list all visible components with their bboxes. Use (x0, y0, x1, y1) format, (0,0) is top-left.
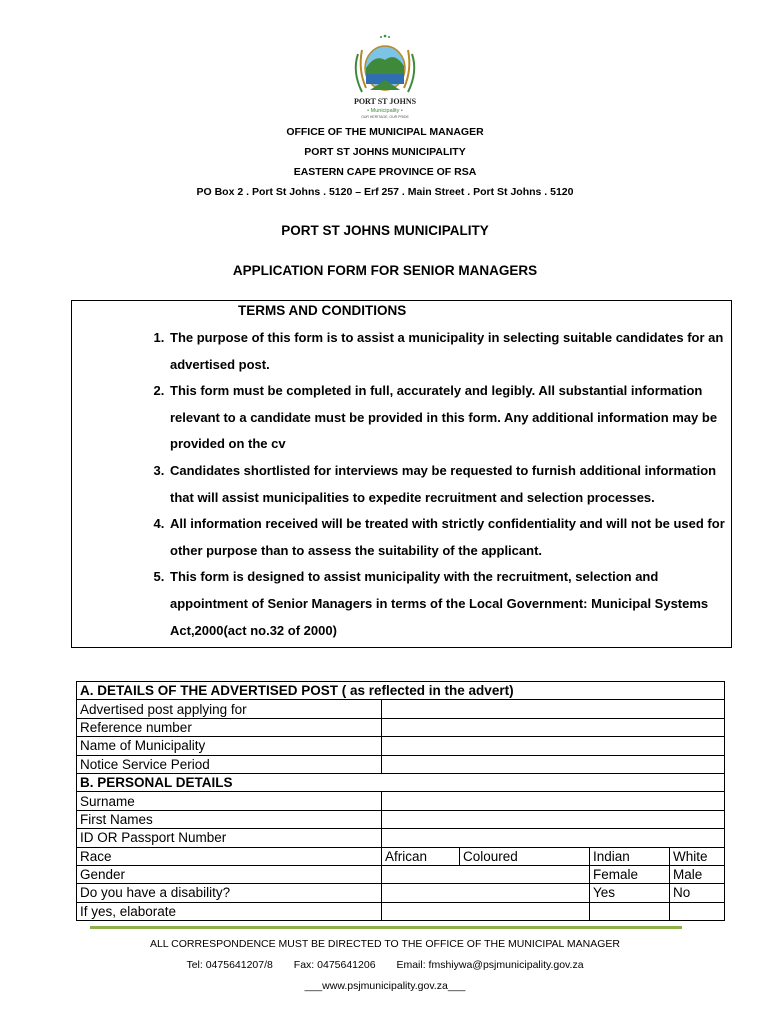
terms-item: 2. This form must be completed in full, accurately and legibly. All substantial information relevant to a candidate must be provided in this form. Any additional information may be provided on the cv (168, 378, 728, 458)
post-applying-input[interactable] (382, 700, 725, 718)
gender-option-female[interactable]: Female (590, 865, 670, 883)
elaborate-blank-cell (670, 902, 725, 920)
section-a-heading: A. DETAILS OF THE ADVERTISED POST ( as reflected in the advert) (77, 682, 725, 700)
logo-sub: • Municipality • (367, 108, 403, 114)
terms-item: 1. The purpose of this form is to assist a municipality in selecting suitable candidates for an advertised post. (168, 325, 728, 378)
elaborate-blank-cell (590, 902, 670, 920)
disability-option-yes[interactable]: Yes (590, 884, 670, 902)
race-option-coloured[interactable]: Coloured (460, 847, 590, 865)
field-label: Notice Service Period (77, 755, 382, 773)
terms-heading: TERMS AND CONDITIONS (238, 303, 407, 318)
reference-number-input[interactable] (382, 718, 725, 736)
race-option-indian[interactable]: Indian (590, 847, 670, 865)
table-row (77, 865, 725, 883)
header-address: PO Box 2 . Port St Johns . 5120 – Erf 257 . Main Street . Port St Johns . 5120 (196, 186, 574, 198)
footer-notice: ALL CORRESPONDENCE MUST BE DIRECTED TO THE OFFICE OF THE MUNICIPAL MANAGER (149, 938, 621, 950)
gender-blank-cell (382, 865, 590, 883)
table-row (77, 810, 725, 828)
header-line-1: OFFICE OF THE MUNICIPAL MANAGER (286, 126, 484, 138)
details-table (76, 681, 725, 921)
page-title: PORT ST JOHNS MUNICIPALITY (281, 223, 489, 238)
table-row (77, 737, 725, 755)
header-line-2: PORT ST JOHNS MUNICIPALITY (304, 146, 466, 158)
notice-period-input[interactable] (382, 755, 725, 773)
logo-motto: OUR HERITAGE, OUR PRIDE (361, 115, 409, 119)
footer-website[interactable]: ___www.psjmunicipality.gov.za___ (304, 980, 466, 992)
header-line-3: EASTERN CAPE PROVINCE OF RSA (293, 166, 477, 178)
field-label: Reference number (77, 718, 382, 736)
field-label: Name of Municipality (77, 737, 382, 755)
footer-fax: Fax: 0475641206 (293, 959, 376, 971)
table-row (77, 682, 725, 700)
table-row (77, 792, 725, 810)
table-row (77, 884, 725, 902)
first-names-input[interactable] (382, 810, 725, 828)
table-row (77, 773, 725, 791)
gender-option-male[interactable]: Male (670, 865, 725, 883)
terms-item: 4. All information received will be treated with strictly confidentiality and will not be used for other purpose than to assess the suitability of the applicant. (168, 511, 728, 564)
elaborate-input[interactable] (382, 902, 590, 920)
disability-blank-cell (382, 884, 590, 902)
table-row (77, 902, 725, 920)
terms-item: 5. This form is designed to assist municipality with the recruitment, selection and appointment of Senior Managers in terms of the Local Government: Municipal Systems Act,2000(act no.32 of 2000) (168, 564, 728, 644)
table-row (77, 829, 725, 847)
footer-contacts (0, 959, 770, 971)
field-label: Advertised post applying for (77, 700, 382, 718)
field-label: ID OR Passport Number (77, 829, 382, 847)
field-label: Do you have a disability? (77, 884, 382, 902)
section-b-heading: B. PERSONAL DETAILS (77, 773, 725, 791)
disability-option-no[interactable]: No (670, 884, 725, 902)
surname-input[interactable] (382, 792, 725, 810)
field-label: Gender (77, 865, 382, 883)
id-number-input[interactable] (382, 829, 725, 847)
table-row (77, 755, 725, 773)
field-label: If yes, elaborate (77, 902, 382, 920)
race-option-african[interactable]: African (382, 847, 460, 865)
form-title: APPLICATION FORM FOR SENIOR MANAGERS (232, 263, 538, 278)
field-label: Race (77, 847, 382, 865)
municipality-name-input[interactable] (382, 737, 725, 755)
municipality-logo (340, 30, 430, 122)
footer-email[interactable]: Email: fmshiywa@psjmunicipality.gov.za (396, 959, 584, 971)
table-row (77, 718, 725, 736)
race-option-white[interactable]: White (670, 847, 725, 865)
field-label: First Names (77, 810, 382, 828)
field-label: Surname (77, 792, 382, 810)
terms-list (72, 325, 728, 644)
table-row (77, 700, 725, 718)
terms-box (71, 300, 732, 648)
table-row (77, 847, 725, 865)
terms-item: 3. Candidates shortlisted for interviews may be requested to furnish additional information that will assist municipalities to expedite recruitment and selection processes. (168, 458, 728, 511)
footer-divider (90, 926, 682, 929)
logo-name: PORT ST JOHNS (353, 97, 417, 106)
footer-tel: Tel: 0475641207/8 (186, 959, 273, 971)
